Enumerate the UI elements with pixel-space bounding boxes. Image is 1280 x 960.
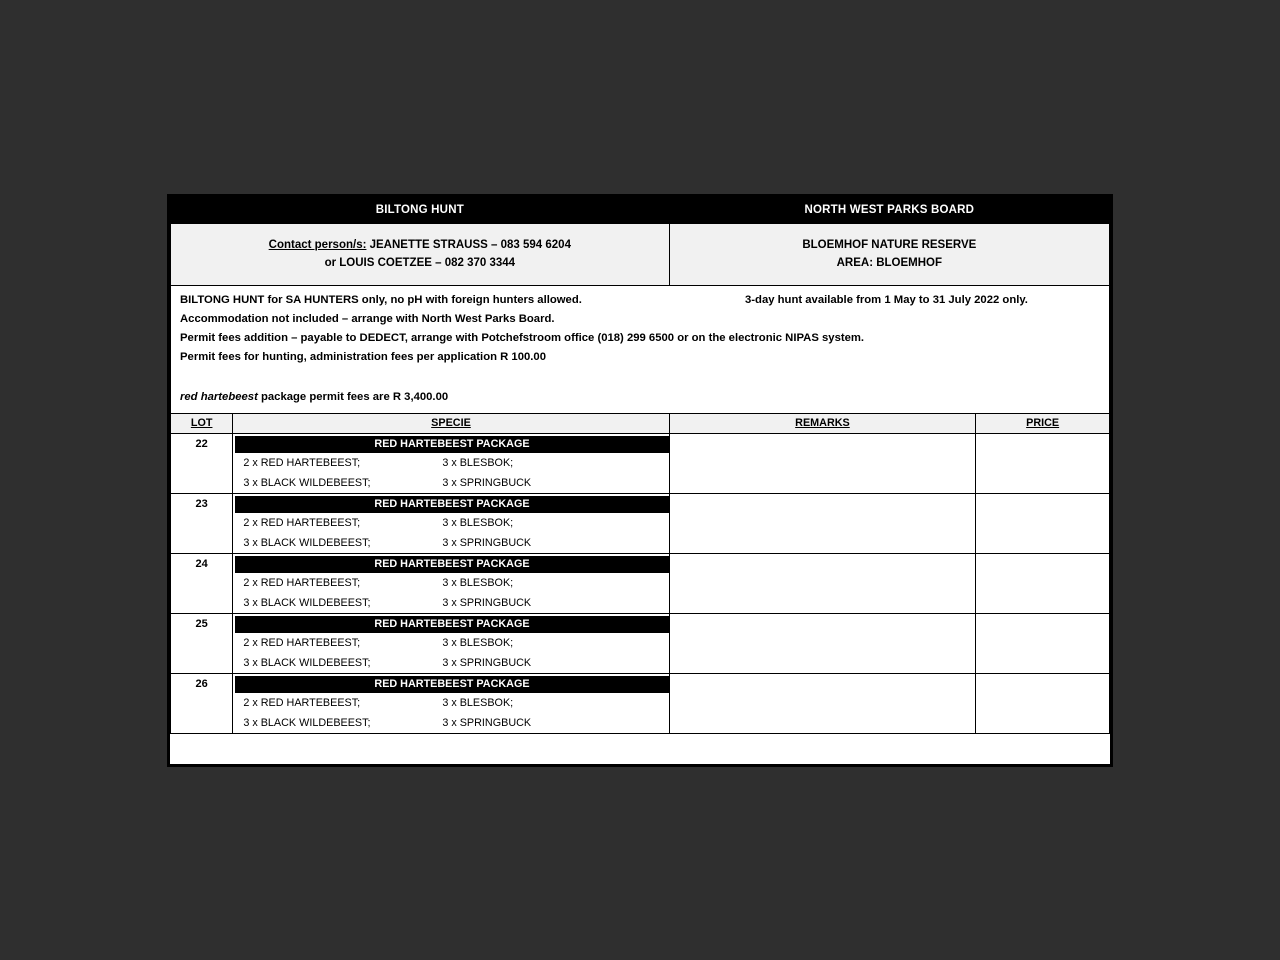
animal-line-2 [233,533,668,553]
animal-col2: 3 x BLESBOK; [442,637,514,649]
table-row [171,434,1110,494]
animal-col1: 2 x RED HARTEBEEST; [243,637,361,649]
note-line-4: Permit fees for hunting, administration fees per application R 100.00 [180,351,546,363]
animal-line-1 [233,513,668,533]
note-line-3: Permit fees addition – payable to DEDECT, arrange with Potchefstroom office (018) 299 6500 or on the electronic NIPAS system. [180,332,865,344]
lot-number: 25 [171,614,233,674]
specie-cell [233,434,669,494]
animal-line-1 [233,693,668,713]
contact-cell [171,224,670,286]
animal-line-2 [233,653,668,673]
note-line-1-wrap [171,291,1109,310]
animal-col1: 3 x BLACK WILDEBEEST; [243,657,371,669]
remarks-cell[interactable] [669,674,976,734]
specie-cell [233,674,669,734]
hunt-table [170,197,1110,734]
price-cell[interactable] [976,494,1110,554]
animal-line-1 [233,633,668,653]
animal-line-1 [233,453,668,473]
table-row [171,674,1110,734]
note-line-5-wrap [171,388,1109,407]
package-banner: RED HARTEBEEST PACKAGE [235,496,668,513]
note-line-1: BILTONG HUNT for SA HUNTERS only, no pH with foreign hunters allowed. [180,294,582,306]
animal-col2: 3 x BLESBOK; [442,577,514,589]
reserve-name: BLOEMHOF NATURE RESERVE [802,239,977,251]
price-cell[interactable] [976,434,1110,494]
specie-cell [233,494,669,554]
notes-row [171,286,1110,414]
animal-col1: 3 x BLACK WILDEBEEST; [243,477,371,489]
contact-line-2: or LOUIS COETZEE – 082 370 3344 [324,257,516,269]
contact-name-phone: JEANETTE STRAUSS – 083 594 6204 [366,239,571,251]
title-row [171,198,1110,224]
notes-cell [171,286,1110,414]
animal-line-2 [233,473,668,493]
remarks-cell[interactable] [669,494,976,554]
biltong-hunt-title: BILTONG HUNT [171,198,670,224]
note-spacer [171,367,1109,388]
animal-line-2 [233,593,668,613]
column-header-lot: LOT [171,414,233,434]
table-row [171,494,1110,554]
reserve-area: AREA: BLOEMHOF [836,257,943,269]
package-banner: RED HARTEBEEST PACKAGE [235,556,668,573]
parks-board-title: NORTH WEST PARKS BOARD [669,198,1109,224]
remarks-cell[interactable] [669,554,976,614]
animal-col2: 3 x SPRINGBUCK [442,657,532,669]
animal-col2: 3 x BLESBOK; [442,697,514,709]
package-banner: RED HARTEBEEST PACKAGE [235,616,668,633]
contact-line-1 [177,236,663,254]
column-header-specie: SPECIE [233,414,669,434]
animal-col1: 2 x RED HARTEBEEST; [243,457,361,469]
column-header-row [171,414,1110,434]
price-cell[interactable] [976,554,1110,614]
specie-cell [233,554,669,614]
table-row [171,554,1110,614]
animal-col1: 2 x RED HARTEBEEST; [243,577,361,589]
column-header-remarks: REMARKS [669,414,976,434]
column-header-price: PRICE [976,414,1110,434]
package-banner: RED HARTEBEEST PACKAGE [235,676,668,693]
animal-col2: 3 x SPRINGBUCK [442,537,532,549]
specie-cell [233,614,669,674]
package-banner: RED HARTEBEEST PACKAGE [235,436,668,453]
animal-col2: 3 x SPRINGBUCK [442,597,532,609]
animal-col2: 3 x BLESBOK; [442,457,514,469]
lot-number: 22 [171,434,233,494]
animal-line-2 [233,713,668,733]
animal-col1: 2 x RED HARTEBEEST; [243,697,361,709]
remarks-cell[interactable] [669,434,976,494]
remarks-cell[interactable] [669,614,976,674]
lot-number: 23 [171,494,233,554]
note-line-2: Accommodation not included – arrange with North West Parks Board. [180,313,555,325]
contact-row [171,224,1110,286]
note-hunt-dates: 3-day hunt available from 1 May to 31 July 2022 only. [745,294,1028,306]
note-species-italic: red hartebeest [180,391,258,403]
reserve-cell [669,224,1109,286]
document-page [167,194,1113,767]
animal-col1: 3 x BLACK WILDEBEEST; [243,717,371,729]
table-row [171,614,1110,674]
lot-number: 26 [171,674,233,734]
animal-col2: 3 x BLESBOK; [442,517,514,529]
animal-col1: 3 x BLACK WILDEBEEST; [243,537,371,549]
animal-line-1 [233,573,668,593]
note-permit-fee: package permit fees are R 3,400.00 [257,391,449,403]
animal-col2: 3 x SPRINGBUCK [442,717,532,729]
contact-label: Contact person/s: [268,239,367,251]
animal-col1: 3 x BLACK WILDEBEEST; [243,597,371,609]
price-cell[interactable] [976,674,1110,734]
lot-number: 24 [171,554,233,614]
animal-col1: 2 x RED HARTEBEEST; [243,517,361,529]
price-cell[interactable] [976,614,1110,674]
animal-col2: 3 x SPRINGBUCK [442,477,532,489]
